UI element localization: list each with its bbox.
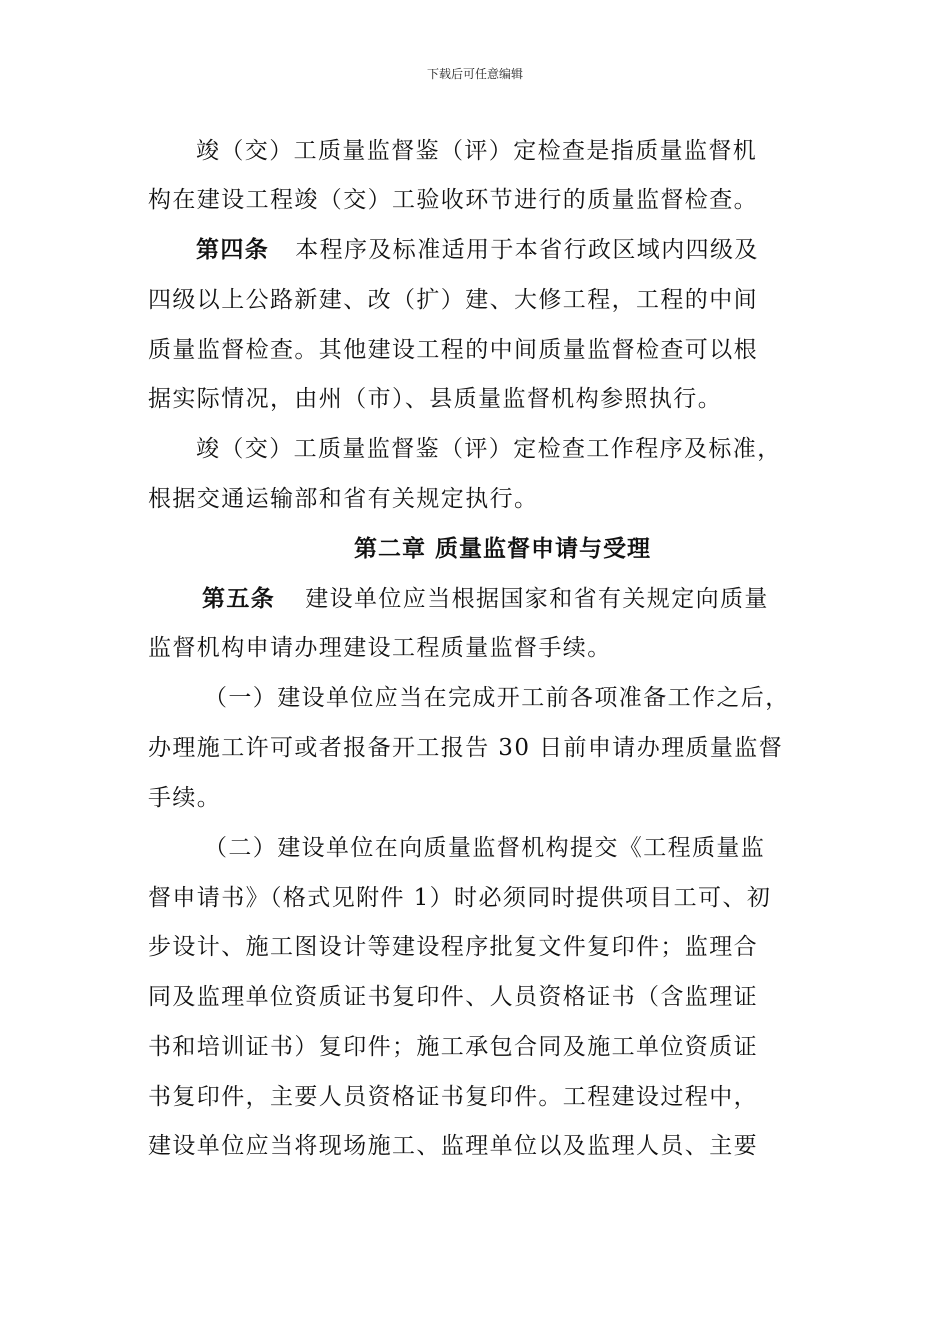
paragraph-line: 竣（交）工质量监督鉴（评）定检查是指质量监督机 <box>196 138 758 164</box>
paragraph-line: 书复印件，主要人员资格证书复印件。工程建设过程中， <box>148 1084 758 1110</box>
article-4-label: 第四条 <box>196 236 270 263</box>
chapter-title: 第二章 质量监督申请与受理 <box>353 535 651 562</box>
article-4-first-line <box>196 235 856 265</box>
article-4-text: 本程序及标准适用于本省行政区域内四级及 <box>295 237 759 263</box>
paragraph-line: 质量监督检查。其他建设工程的中间质量监督检查可以根 <box>148 337 758 363</box>
paragraph-line: 手续。 <box>148 785 222 811</box>
paragraph-line: （一）建设单位应当在完成开工前各项准备工作之后， <box>204 685 790 711</box>
paragraph-line: 建设单位应当将现场施工、监理单位以及监理人员、主要 <box>148 1133 758 1159</box>
paragraph-line: 书和培训证书）复印件；施工承包合同及施工单位资质证 <box>148 1034 758 1060</box>
paragraph-line: 监督机构申请办理建设工程质量监督手续。 <box>148 635 612 661</box>
article-5-first-line <box>202 584 862 614</box>
paragraph-line: 竣（交）工质量监督鉴（评）定检查工作程序及标准， <box>196 436 782 462</box>
paragraph-line: 四级以上公路新建、改（扩）建、大修工程，工程的中间 <box>148 287 758 313</box>
paragraph-line: 步设计、施工图设计等建设程序批复文件复印件；监理合 <box>148 934 758 960</box>
article-5-label: 第五条 <box>202 585 276 612</box>
paragraph-line: 督申请书》（格式见附件 1）时必须同时提供项目工可、初 <box>148 885 772 911</box>
paragraph-line: 办理施工许可或者报备开工报告 30 日前申请办理质量监督 <box>148 735 784 761</box>
paragraph-line: （二）建设单位在向质量监督机构提交《工程质量监 <box>204 835 766 861</box>
header-note: 下载后可任意编辑 <box>426 67 523 81</box>
paragraph-line: 据实际情况，由州（市）、县质量监督机构参照执行。 <box>148 386 723 412</box>
article-5-text: 建设单位应当根据国家和省有关规定向质量 <box>305 586 769 612</box>
paragraph-line: 同及监理单位资质证书复印件、人员资格证书（含监理证 <box>148 984 758 1010</box>
paragraph-line: 根据交通运输部和省有关规定执行。 <box>148 486 539 512</box>
paragraph-line: 构在建设工程竣（交）工验收环节进行的质量监督检查。 <box>148 187 758 213</box>
